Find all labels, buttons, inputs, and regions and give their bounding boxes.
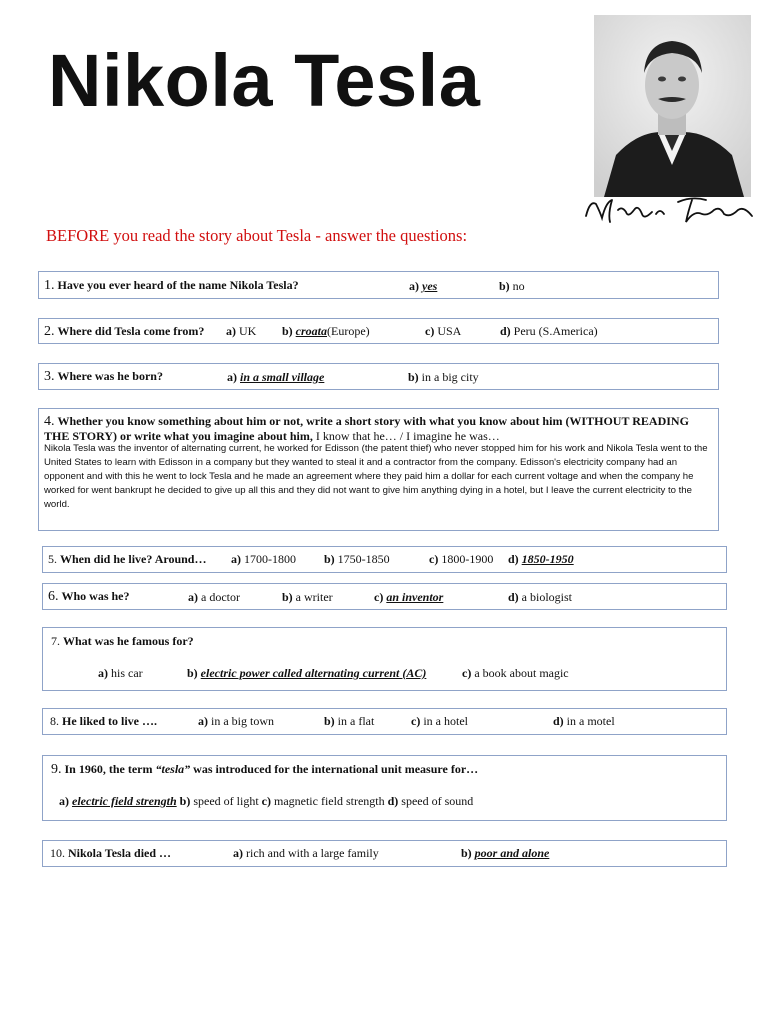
option-b: speed of light <box>193 794 259 808</box>
option-b: a writer <box>295 590 333 604</box>
question-2 <box>38 318 719 344</box>
option-label: d) <box>500 324 511 338</box>
option-d: Peru (S.America) <box>513 324 598 338</box>
option-label: a) <box>226 324 236 338</box>
option-b: no <box>512 279 525 293</box>
question-number: 5. <box>48 552 57 566</box>
option-label: b) <box>282 590 293 604</box>
signature-image <box>582 192 757 228</box>
option-label: d) <box>387 794 399 808</box>
option-a: rich and with a large family <box>246 846 379 860</box>
option-label: c) <box>261 794 271 808</box>
option-label: a) <box>409 279 419 293</box>
option-label: c) <box>425 324 435 338</box>
question-text-cont: I know that he… / I imagine he was… <box>315 429 500 444</box>
question-number: 10. <box>50 846 65 860</box>
page-title: Nikola Tesla <box>48 39 481 122</box>
intro-instruction: BEFORE you read the story about Tesla - answer the questions: <box>46 226 468 245</box>
question-3 <box>38 363 719 390</box>
option-label: a) <box>233 846 243 860</box>
option-a-selected: electric field strength <box>72 794 177 808</box>
option-label: c) <box>374 590 384 604</box>
question-7 <box>42 627 727 691</box>
question-6 <box>42 583 727 610</box>
option-label: b) <box>461 846 472 860</box>
option-label: b) <box>408 370 419 384</box>
question-5 <box>42 546 727 573</box>
option-d: a biologist <box>521 590 573 604</box>
option-b-extra: (Europe) <box>327 324 370 338</box>
question-text: He liked to live …. <box>62 714 157 728</box>
option-c: magnetic field strength <box>273 794 385 808</box>
option-b: in a flat <box>337 714 375 728</box>
option-label: b) <box>187 666 198 680</box>
answer-story[interactable]: Nikola Tesla was the inventor of alternating current, he worked for Edisson (the patent thief) who never stopped him for his work and Nikola Tesla went to the United States to learn with Edisson in a company but they wanted to steal it and a contractor from the company. Edisson's electricity company had an opponent and with this he went to lock Tesla and he made an agreement where they paid him a dollar for each current voltage and when the company he worked for went bankrupt he decided to give up all this and they did not want to give him anything dying in a hotel, but I leave the current electricity to the world. <box>44 443 708 510</box>
question-text: What was he famous for? <box>63 634 194 648</box>
option-a: 1700-1800 <box>244 552 296 566</box>
question-text-cont: the name Nikola Tesla? <box>179 278 299 292</box>
question-text-cont: was introduced for the international unit measure for… <box>193 762 479 776</box>
question-9 <box>42 755 727 821</box>
option-label: c) <box>411 714 421 728</box>
question-text: Whether you know something about him or not, write a short story with what you know about him (WITHOUT READING THE STORY) or write what you imagine about him, <box>44 414 689 444</box>
option-label: a) <box>231 552 241 566</box>
option-b-selected: poor and alone <box>474 846 550 860</box>
question-4-prompt <box>44 414 712 444</box>
question-number: 2. <box>44 324 55 339</box>
question-text: In 1960, the term <box>64 762 153 776</box>
option-c-selected: an inventor <box>386 590 444 604</box>
option-label: a) <box>188 590 198 604</box>
question-text: Have you ever heard of <box>57 278 177 292</box>
option-label: d) <box>508 590 519 604</box>
option-label: b) <box>324 714 335 728</box>
question-text: Where did Tesla come from? <box>57 324 205 338</box>
question-text: When did he live? Around… <box>60 552 207 566</box>
question-number: 6. <box>48 589 59 604</box>
option-label: b) <box>324 552 335 566</box>
option-label: a) <box>227 370 237 384</box>
option-label: b) <box>499 279 510 293</box>
option-a: a doctor <box>201 590 240 604</box>
question-text: Where was he born? <box>57 369 163 383</box>
option-a-selected: yes <box>422 279 438 293</box>
question-text: Who was he? <box>61 589 130 603</box>
question-4 <box>38 408 719 531</box>
question-number: 1. <box>44 278 55 293</box>
option-a: in a big town <box>211 714 274 728</box>
option-d: speed of sound <box>401 794 474 808</box>
question-text: Nikola Tesla died … <box>68 846 172 860</box>
question-number: 9. <box>51 762 62 777</box>
option-label: a) <box>98 666 108 680</box>
question-8 <box>42 708 727 735</box>
question-10 <box>42 840 727 867</box>
option-label: a) <box>59 794 69 808</box>
option-b: 1750-1850 <box>337 552 390 566</box>
option-label: c) <box>429 552 439 566</box>
question-number: 4. <box>44 414 55 429</box>
question-1 <box>38 271 719 299</box>
option-b: in a big city <box>421 370 479 384</box>
option-b-selected: croata <box>295 324 328 338</box>
option-c: 1800-1900 <box>441 552 494 566</box>
option-a: his car <box>111 666 143 680</box>
question-term: “tesla” <box>155 762 191 776</box>
question-number: 8. <box>50 714 59 728</box>
option-b-selected: electric power called alternating current (AC) <box>200 666 427 680</box>
option-c: in a hotel <box>423 714 468 728</box>
option-a-selected: in a small village <box>240 370 325 384</box>
question-number: 7. <box>51 634 60 648</box>
option-label: d) <box>553 714 564 728</box>
portrait-photo <box>594 15 751 197</box>
option-d: in a motel <box>566 714 615 728</box>
option-label: b) <box>282 324 293 338</box>
option-a: UK <box>239 324 257 338</box>
option-label: b) <box>179 794 191 808</box>
option-label: c) <box>462 666 472 680</box>
option-label: a) <box>198 714 208 728</box>
option-d-selected: 1850-1950 <box>521 552 574 566</box>
question-number: 3. <box>44 369 55 384</box>
option-label: d) <box>508 552 519 566</box>
option-c: a book about magic <box>474 666 569 680</box>
option-c: USA <box>437 324 462 338</box>
